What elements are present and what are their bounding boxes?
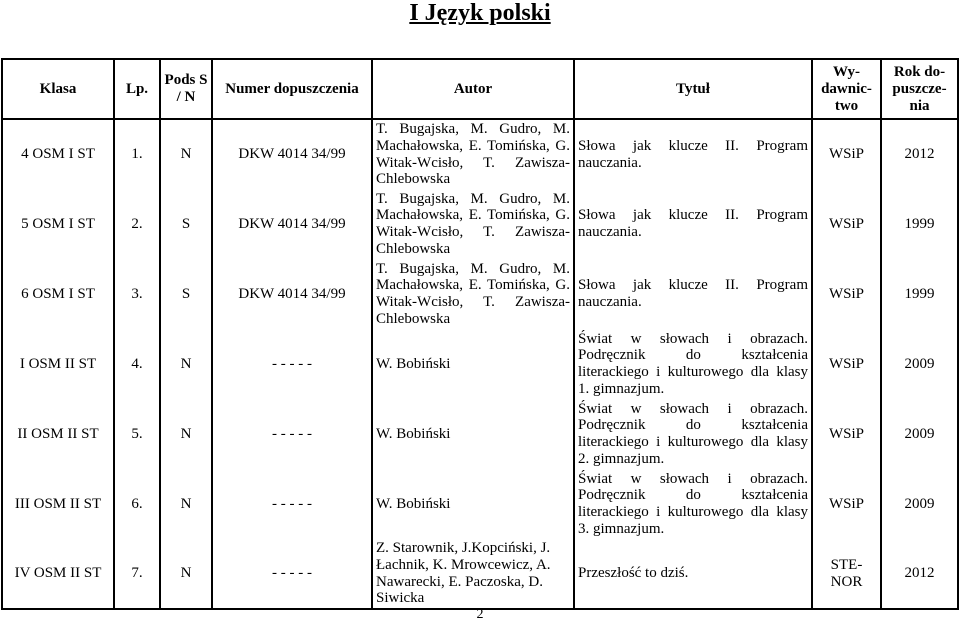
header-tytul: Tytuł	[574, 59, 812, 119]
cell-autor: T. Bugajska, M. Gudro, M. Machałowska, E. Tomińska, G. Witak-Wcisło, T. Zawisza-Chlebowska	[372, 189, 574, 259]
textbook-table	[1, 58, 959, 610]
cell-numer: - - - - -	[212, 399, 372, 469]
table-row	[2, 189, 958, 259]
cell-wydawnictwo: WSiP	[812, 469, 881, 539]
cell-pods: S	[160, 189, 212, 259]
cell-rok: 2009	[881, 329, 958, 399]
cell-rok: 2009	[881, 469, 958, 539]
cell-klasa: II OSM II ST	[2, 399, 114, 469]
header-autor: Autor	[372, 59, 574, 119]
cell-pods: N	[160, 119, 212, 189]
cell-lp: 5.	[114, 399, 160, 469]
cell-wydawnictwo: STE-NOR	[812, 539, 881, 609]
cell-wydawnictwo: WSiP	[812, 119, 881, 189]
cell-numer: - - - - -	[212, 469, 372, 539]
page-title: I Język polski	[409, 0, 551, 26]
cell-autor: W. Bobiński	[372, 469, 574, 539]
cell-numer: DKW 4014 34/99	[212, 259, 372, 329]
cell-tytul: Świat w słowach i obrazach. Podręcznik do kształcenia literackiego i kulturowego dla klasy 3. gimnazjum.	[574, 469, 812, 539]
page-number: 2	[476, 607, 484, 622]
cell-klasa: 5 OSM I ST	[2, 189, 114, 259]
cell-klasa: 6 OSM I ST	[2, 259, 114, 329]
cell-autor: T. Bugajska, M. Gudro, M. Machałowska, E. Tomińska, G. Witak-Wcisło, T. Zawisza-Chlebowska	[372, 259, 574, 329]
cell-numer: DKW 4014 34/99	[212, 119, 372, 189]
table-row	[2, 539, 958, 609]
cell-klasa: III OSM II ST	[2, 469, 114, 539]
cell-lp: 2.	[114, 189, 160, 259]
cell-tytul: Przeszłość to dziś.	[574, 539, 812, 609]
cell-autor: W. Bobiński	[372, 399, 574, 469]
header-rok: Rok do-puszcze-nia	[881, 59, 958, 119]
cell-tytul: Słowa jak klucze II. Program nauczania.	[574, 189, 812, 259]
cell-tytul: Słowa jak klucze II. Program nauczania.	[574, 259, 812, 329]
table-row	[2, 259, 958, 329]
header-pods: Pods S / N	[160, 59, 212, 119]
table-row	[2, 399, 958, 469]
cell-numer: - - - - -	[212, 329, 372, 399]
cell-klasa: IV OSM II ST	[2, 539, 114, 609]
cell-rok: 2012	[881, 119, 958, 189]
header-lp: Lp.	[114, 59, 160, 119]
cell-lp: 7.	[114, 539, 160, 609]
cell-wydawnictwo: WSiP	[812, 189, 881, 259]
cell-pods: S	[160, 259, 212, 329]
cell-tytul: Świat w słowach i obrazach. Podręcznik do kształcenia literackiego i kulturowego dla klasy 2. gimnazjum.	[574, 399, 812, 469]
cell-rok: 1999	[881, 259, 958, 329]
cell-tytul: Słowa jak klucze II. Program nauczania.	[574, 119, 812, 189]
cell-autor: Z. Starownik, J.Kopciński, J. Łachnik, K. Mrowcewicz, A. Nawarecki, E. Paczoska, D. Siwicka	[372, 539, 574, 609]
table-row	[2, 329, 958, 399]
cell-lp: 3.	[114, 259, 160, 329]
cell-pods: N	[160, 399, 212, 469]
table-header-row	[2, 59, 958, 119]
cell-lp: 1.	[114, 119, 160, 189]
table-row	[2, 469, 958, 539]
cell-numer: DKW 4014 34/99	[212, 189, 372, 259]
cell-wydawnictwo: WSiP	[812, 259, 881, 329]
cell-lp: 6.	[114, 469, 160, 539]
cell-pods: N	[160, 469, 212, 539]
cell-lp: 4.	[114, 329, 160, 399]
cell-rok: 1999	[881, 189, 958, 259]
cell-autor: T. Bugajska, M. Gudro, M. Machałowska, E. Tomińska, G. Witak-Wcisło, T. Zawisza-Chlebowska	[372, 119, 574, 189]
cell-rok: 2012	[881, 539, 958, 609]
table-row	[2, 119, 958, 189]
header-wydawnictwo: Wy-dawnic-two	[812, 59, 881, 119]
cell-klasa: I OSM II ST	[2, 329, 114, 399]
cell-autor: W. Bobiński	[372, 329, 574, 399]
cell-numer: - - - - -	[212, 539, 372, 609]
header-numer: Numer dopuszczenia	[212, 59, 372, 119]
cell-rok: 2009	[881, 399, 958, 469]
cell-klasa: 4 OSM I ST	[2, 119, 114, 189]
cell-wydawnictwo: WSiP	[812, 329, 881, 399]
header-klasa: Klasa	[2, 59, 114, 119]
cell-wydawnictwo: WSiP	[812, 399, 881, 469]
cell-pods: N	[160, 539, 212, 609]
cell-tytul: Świat w słowach i obrazach. Podręcznik do kształcenia literackiego i kulturowego dla klasy 1. gimnazjum.	[574, 329, 812, 399]
cell-pods: N	[160, 329, 212, 399]
